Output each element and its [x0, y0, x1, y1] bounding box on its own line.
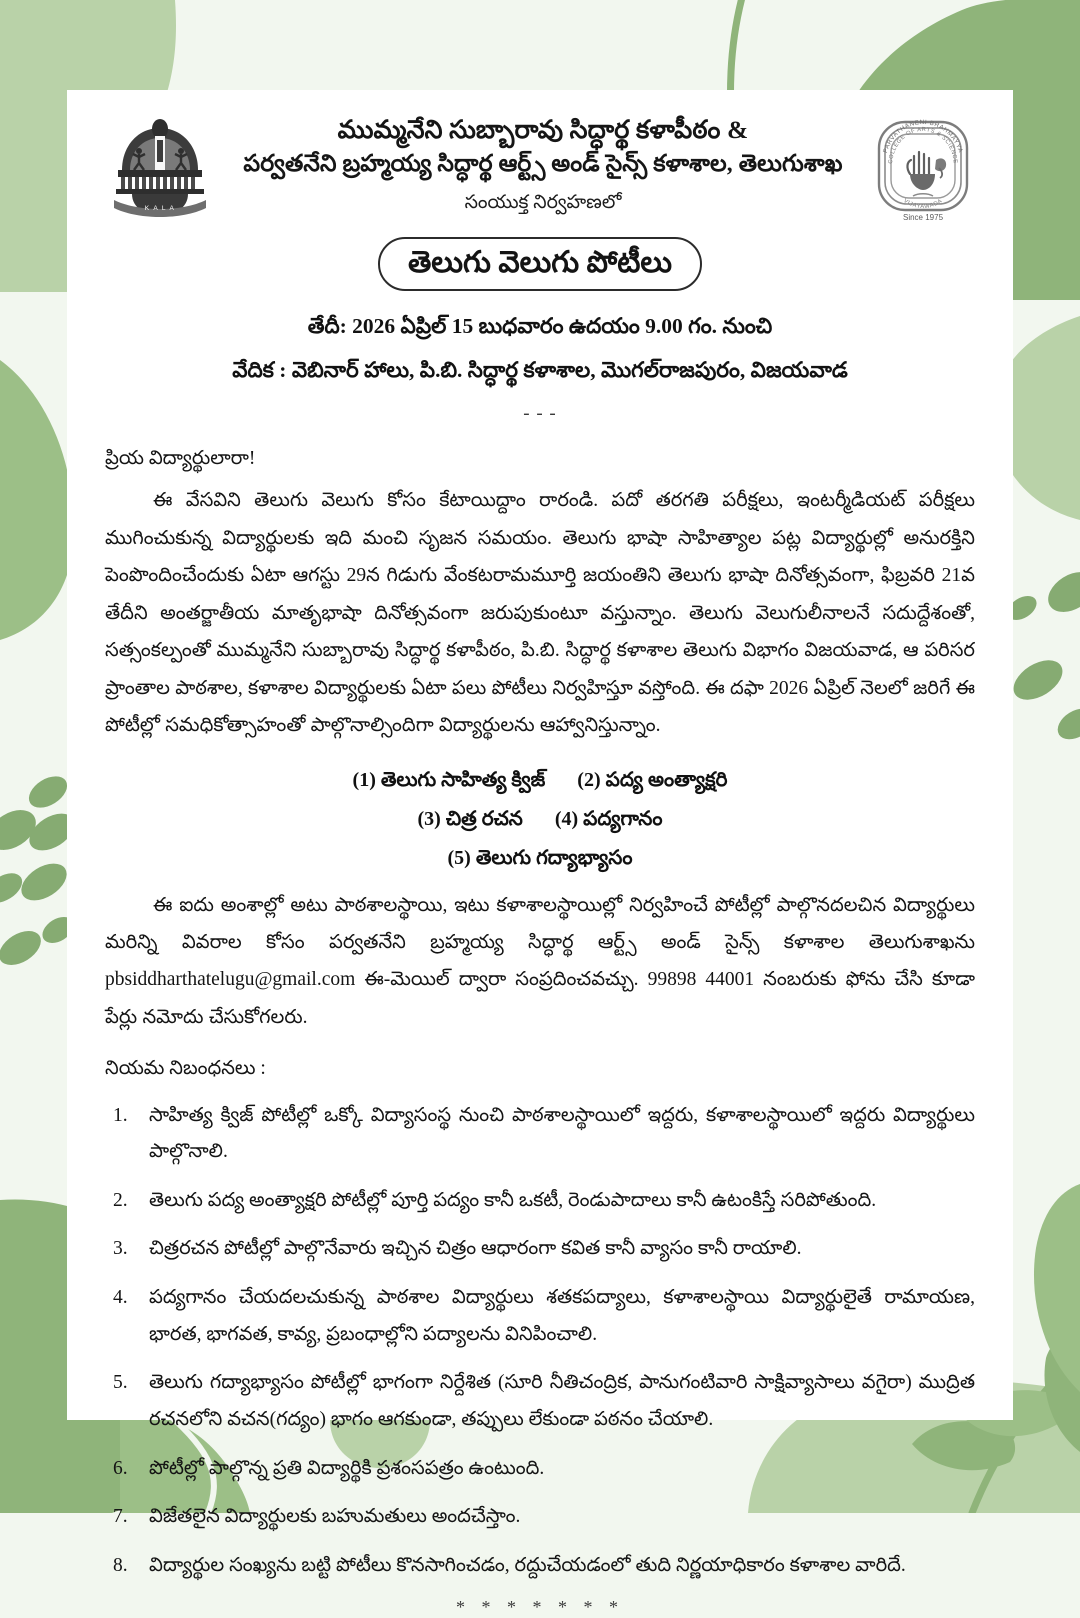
svg-text:VIJAYAWADA: VIJAYAWADA [902, 198, 944, 211]
rules-heading: నియమ నిబంధనలు : [105, 1058, 266, 1080]
rule-item: పద్యగానం చేయదలచుకున్న పాఠశాల విద్యార్థులు శతకపద్యాలు, కళాశాలస్థాయి విద్యార్థులైతే రామాయణ, భారత, భాగవత, కావ్య, ప్రబంధాల్లోని పద్యాలను వినిపించాలి. [149, 1287, 975, 1345]
rule-item: విజేతలైన విద్యార్థులకు బహుమతులు అందచేస్తాం. [149, 1506, 521, 1528]
body-paragraph-2: ఈ ఐదు అంశాల్లో అటు పాఠశాలస్థాయి, ఇటు కళాశాలస్థాయిల్లో నిర్వహించే పోటీల్లో పాల్గొనదలచిన విద్యార్థులు మరిన్ని వివరాల కోసం పర్వతనేని బ్రహ్మయ్య సిద్ధార్థ ఆర్ట్స్ అండ్ సైన్స్ కళాశాల తెలుగుశాఖను pbsiddharthatelugu@gmail.com ఈ-మెయిల్ ద్వారా సంప్రదించవచ్చు. 99898 44001 నంబరుకు ఫోను చేసి కూడా పేర్లు నమోదు చేసుకోగలరు. [105, 894, 975, 1028]
competition-row-3 [105, 839, 975, 878]
competition-1-label: తెలుగు సాహిత్య క్విజ్ [380, 768, 546, 791]
title-container [105, 237, 975, 291]
competition-5-number: (5) [447, 846, 471, 869]
event-venue-line: వేదిక : వెబినార్ హాలు, పి.బి. సిద్ధార్థ కళాశాల, మొగల్‌రాజపురం, విజయవాడ [232, 358, 848, 383]
competition-3-label: చిత్ర రచన [445, 807, 523, 830]
competition-2-label: పద్య అంత్యాక్షరి [605, 768, 728, 791]
rule-item: తెలుగు గద్యాభ్యాసం పోటీల్లో భాగంగా నిర్దేశిత (సూరి నీతిచంద్రిక, పానుగంటివారి సాక్షివ్యాసాలు వగైరా) ముద్రిత రచనలోని వచన(గద్యం) భాగం ఆగకుండా, తప్పులు లేకుండా పఠనం చేయాలి. [149, 1372, 975, 1431]
page-title: తెలుగు వెలుగు పోటీలు [378, 237, 702, 291]
footer-stars: * * * * * * * [456, 1596, 624, 1617]
competition-row-2 [105, 800, 975, 839]
competition-row-1 [105, 761, 975, 800]
rule-item: తెలుగు పద్య అంత్యాక్షరి పోటీల్లో పూర్తి పద్యం కానీ ఒకటీ, రెండుపాదాలు కానీ ఉటంకిస్తే సరిపోతుంది. [149, 1189, 877, 1211]
competition-2-number: (2) [577, 768, 601, 791]
organization-line-1: ముమ్మనేని సుబ్బారావు సిద్ధార్థ కళాపీఠం & [337, 115, 749, 144]
competition-4-number: (4) [554, 807, 579, 830]
competition-list [105, 761, 975, 878]
svg-text:PARVATHANENI BRAHMAYYA: PARVATHANENI BRAHMAYYA [882, 118, 964, 154]
competition-3-number: (3) [417, 807, 441, 830]
joint-organization-line: సంయుక్త నిర్వహణలో [464, 191, 622, 213]
right-logo-container [871, 112, 975, 224]
event-date-line: తేదీ: 2026 ఏప్రిల్ 15 బుధవారం ఉదయం 9.00 గం. నుంచి [307, 314, 773, 338]
header-text-block [215, 112, 871, 215]
rule-item: విద్యార్థుల సంఖ్యను బట్టి పోటీలు కొనసాగించడం, రద్దుచేయడంలో తుది నిర్ణయాధికారం కళాశాల వారిదే. [149, 1555, 906, 1577]
svg-text:COLLEGE OF ARTS & SCIENCE: COLLEGE OF ARTS & SCIENCE [888, 126, 958, 165]
rules-list [105, 1098, 975, 1585]
body-paragraph-1: ఈ వేసవిని తెలుగు వెలుగు కోసం కేటాయిద్దాం రారండి. పదో తరగతి పరీక్షలు, ఇంటర్మీడియట్ పరీక్షలు ముగించుకున్న విద్యార్థులకు ఇది మంచి సృజన సమయం. తెలుగు భాషా సాహిత్యాల పట్ల విద్యార్థుల్లో అనురక్తిని పెంపొందించేందుకు ఏటా ఆగస్టు 29న గిడుగు వేంకటరామమూర్తి జయంతిని తెలుగు భాషా దినోత్సవంగా, ఫిబ్రవరి 21వ తేదీని అంతర్జాతీయ మాతృభాషా దినోత్సవంగా జరుపుకుంటూ వస్తున్నాం. తెలుగు వెలుగులీనాలనే సదుద్దేశంతో, సత్సంకల్పంతో ముమ్మనేని సుబ్బారావు సిద్ధార్థ కళాపీఠం, పి.బి. సిద్ధార్థ కళాశాల తెలుగు విభాగం విజయవాడ, ఆ పరిసర ప్రాంతాల పాఠశాల, కళాశాల విద్యార్థులకు ఏటా పలు పోటీలు నిర్వహిస్తూ వస్తోంది. ఈ దఫా 2026 ఏప్రిల్ నెలలో జరిగే ఈ పోటీల్లో సమధికోత్సాహంతో పాల్గొనాల్సిందిగా విద్యార్థులను ఆహ్వానిస్తున్నాం. [105, 490, 975, 737]
rule-item: సాహిత్య క్విజ్ పోటీల్లో ఒక్కో విద్యాసంస్థ నుంచి పాఠశాలస్థాయిలో ఇద్దరు, కళాశాలస్థాయిలో ఇద్దరు విద్యార్థులు పాల్గొనాలి. [149, 1104, 975, 1163]
pb-siddhartha-college-of-arts-and-science-emblem [873, 116, 973, 224]
section-divider: - - - [523, 403, 557, 425]
competition-4-label: పద్యగానం [583, 807, 663, 830]
header [105, 112, 975, 224]
svg-text:K A L A: K A L A [144, 205, 176, 212]
mummaneni-subbarao-siddhartha-kalapeetham-emblem [108, 116, 212, 220]
right-logo-since-label: Since 1975 [902, 213, 944, 222]
competition-1-number: (1) [352, 768, 376, 791]
organization-line-2: పర్వతనేని బ్రహ్మయ్య సిద్ధార్థ ఆర్ట్స్ అండ్ సైన్స్ కళాశాల, తెలుగుశాఖ [243, 151, 843, 178]
rule-item: పోటీల్లో పాల్గొన్న ప్రతి విద్యార్థికి ప్రశంసపత్రం ఉంటుంది. [149, 1457, 545, 1479]
competition-5-label: తెలుగు గద్యాభ్యాసం [475, 846, 633, 869]
salutation: ప్రియ విద్యార్థులారా! [105, 448, 256, 470]
left-logo-container [105, 112, 215, 220]
flyer-sheet [67, 90, 1013, 1617]
rule-item: చిత్రరచన పోటీల్లో పాల్గొనేవారు ఇచ్చిన చిత్రం ఆధారంగా కవిత కానీ వ్యాసం కానీ రాయాలి. [149, 1238, 802, 1260]
